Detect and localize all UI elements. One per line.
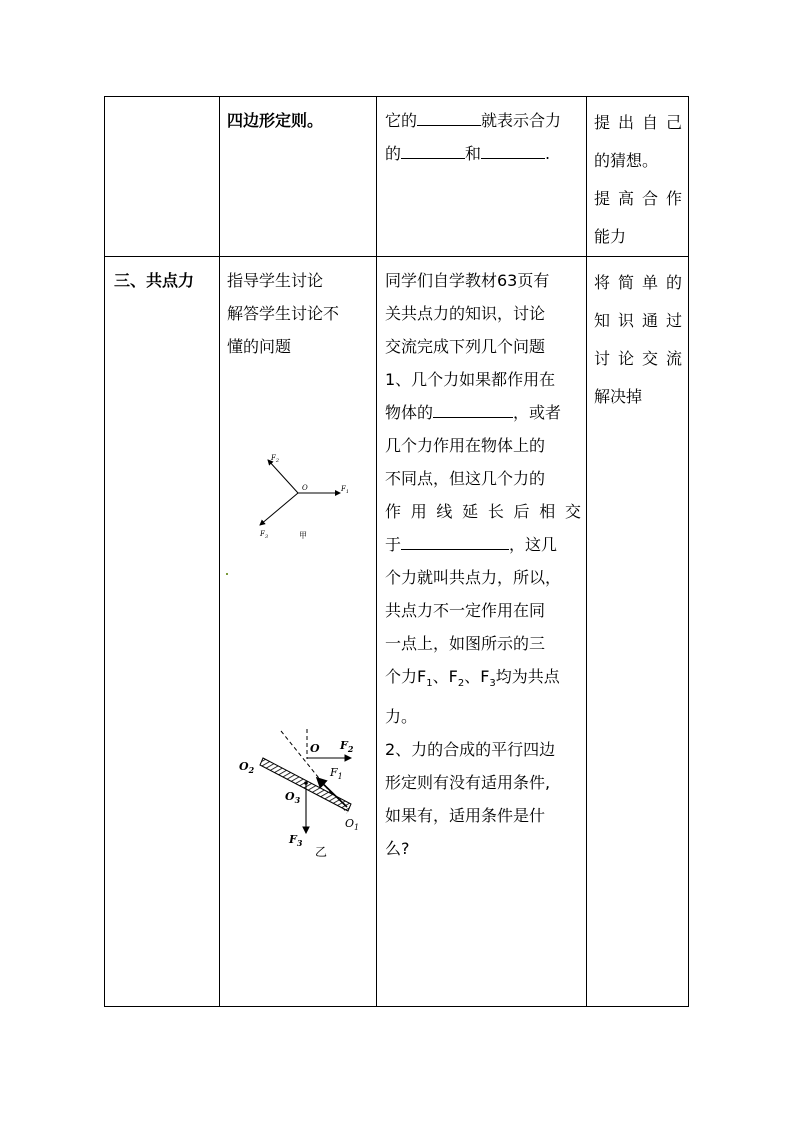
table-border-bottom (104, 1006, 689, 1007)
label-f2: $F_2$ (271, 454, 280, 464)
row2-line13: 个力$F_1$、$F_2$、$F_3$均为共点 (385, 667, 560, 690)
table-col-divider (586, 96, 587, 1007)
row2-line5: 物体的 ，或者 (385, 396, 581, 429)
label-f3: $F_3$ (289, 833, 303, 848)
table-border-top (104, 96, 689, 97)
figure-caption-yi: 乙 (315, 845, 328, 859)
fill-blank[interactable] (401, 140, 465, 159)
row2-topic-cell: 三、共点力 (114, 271, 195, 290)
row1-intent-cell: 提出自己 的猜想。 提高合作 能力 (594, 113, 682, 246)
figure-jia-concurrent-forces (244, 446, 364, 551)
point-o3 (304, 781, 308, 785)
label-o2: $O_2$ (239, 760, 255, 775)
row1-activity-cell (385, 104, 581, 170)
row2-intent-cell: 将简单的 知识通过 讨论交流 解决掉 (594, 273, 682, 406)
label-o3: $O_3$ (285, 790, 301, 805)
row1-method-cell: 四边形定则。 (227, 111, 324, 130)
figure-caption-jia: 甲 (299, 531, 307, 540)
label-f1: $F_1$ (330, 766, 343, 781)
lesson-table (104, 96, 689, 1007)
fill-blank[interactable] (433, 399, 513, 418)
force-f3-arrow (260, 493, 298, 525)
row2-activity-cell: 同学们自学教材63页有 关共点力的知识，讨论 交流完成下列几个问题 1、几个力如果都作用在 物体的 ，或者 几个力作用在物体上的 不同点，但这几个力的 作用线延长后相交 于 ，这几 个力就叫共点力，所以， 共点力不一定作用在同 一点上，如图所示的三 个力$F_1$、$F_2$、$F_3$均为共点 力。 2、力的合成的平行四边 形定则有没有适用条件, 如果有，适用条件是什 么? (385, 271, 581, 859)
label-o: O (302, 484, 308, 492)
label-f2: $F_2$ (340, 739, 354, 754)
table-border-right (688, 96, 689, 1007)
label-f3: $F_3$ (260, 530, 269, 540)
table-border-left (104, 96, 105, 1007)
row1-line2: 的 和 . (385, 137, 581, 170)
force-f2-arrow (268, 460, 298, 493)
table-col-divider (219, 96, 220, 1007)
row2-method-cell: 指导学生讨论 解答学生讨论不 懂的问题 (227, 271, 340, 356)
figure-yi-rod-forces (227, 721, 377, 871)
stray-mark (226, 573, 228, 575)
fill-blank[interactable] (481, 140, 545, 159)
table-row-divider (104, 256, 689, 257)
row2-line9: 于 ，这几 (385, 528, 581, 561)
label-o1: $O_1$ (345, 817, 360, 832)
fill-blank[interactable] (417, 107, 481, 126)
row1-line1: 它的 就表示合力 (385, 104, 581, 137)
fill-blank[interactable] (401, 531, 509, 550)
label-f1: $F_1$ (341, 485, 350, 495)
label-o: O (310, 742, 320, 755)
